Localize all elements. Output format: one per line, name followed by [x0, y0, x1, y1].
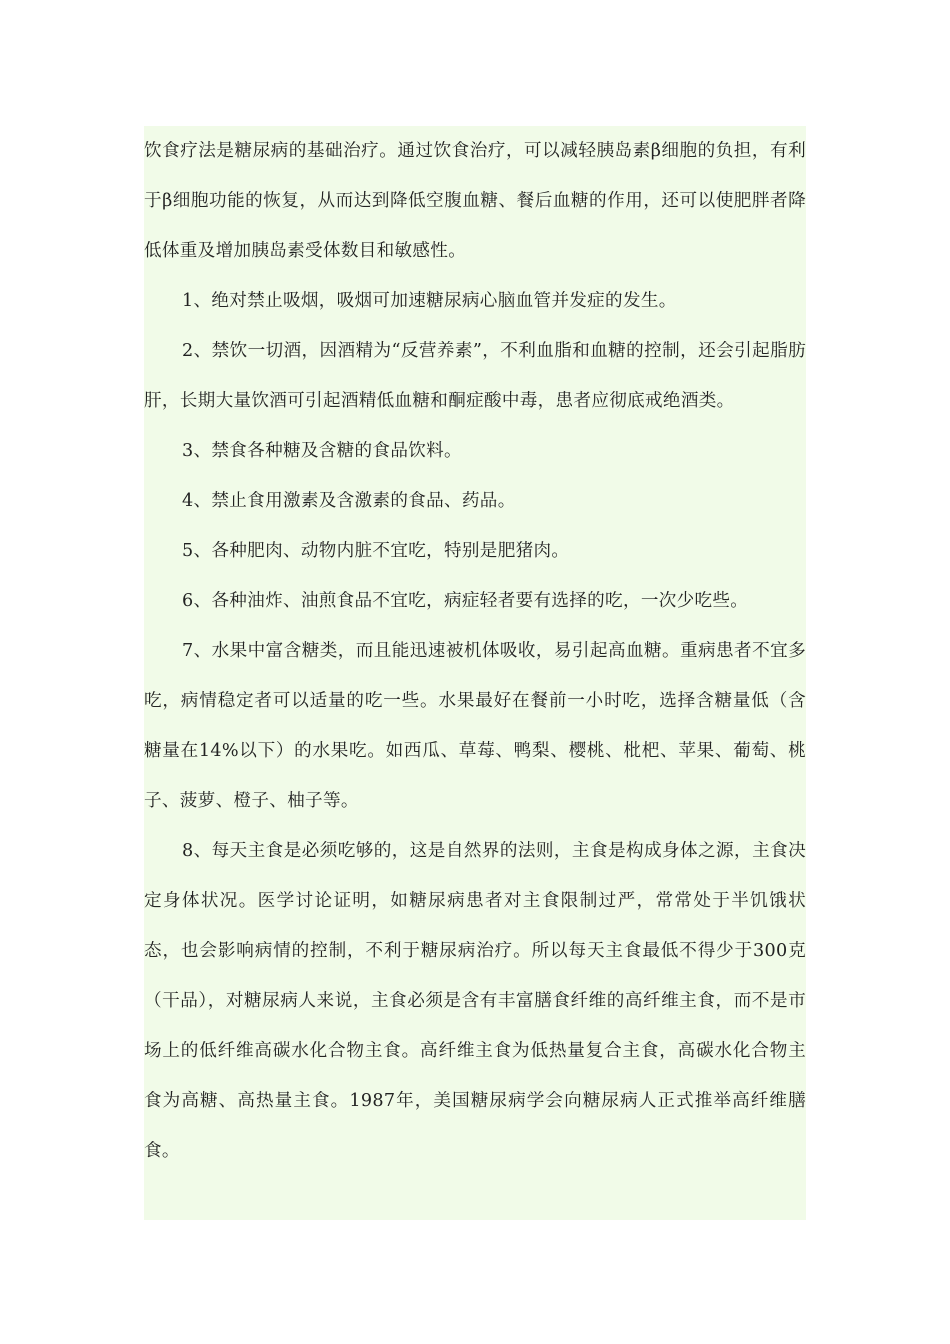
- list-item-1: 1、绝对禁止吸烟，吸烟可加速糖尿病心脑血管并发症的发生。: [182, 291, 677, 311]
- list-item-6: 6、各种油炸、油煎食品不宜吃，病症轻者要有选择的吃，一次少吃些。: [182, 591, 749, 611]
- list-item-5: 5、各种肥肉、动物内脏不宜吃，特别是肥猪肉。: [182, 541, 570, 561]
- highlighted-text-block: [144, 126, 806, 1220]
- intro-paragraph: 饮食疗法是糖尿病的基础治疗。通过饮食治疗，可以减轻胰岛素β细胞的负担，有利于β细胞功能的恢复，从而达到降低空腹血糖、餐后血糖的作用，还可以使肥胖者降低体重及增加胰岛素受体数目和敏感性。: [144, 141, 806, 261]
- list-item-7: 7、水果中富含糖类，而且能迅速被机体吸收，易引起高血糖。重病患者不宜多吃，病情稳定者可以适量的吃一些。水果最好在餐前一小时吃，选择含糖量低（含糖量在14%以下）的水果吃。如西瓜、草莓、鸭梨、樱桃、枇杷、苹果、葡萄、桃子、菠萝、橙子、柚子等。: [144, 641, 806, 811]
- list-item-2: 2、禁饮一切酒，因酒精为“反营养素”，不利血脂和血糖的控制，还会引起脂肪肝，长期大量饮酒可引起酒精低血糖和酮症酸中毒，患者应彻底戒绝酒类。: [144, 341, 806, 411]
- list-item-3: 3、禁食各种糖及含糖的食品饮料。: [182, 441, 462, 461]
- list-item-4: 4、禁止食用激素及含激素的食品、药品。: [182, 491, 516, 511]
- list-item-8: 8、每天主食是必须吃够的，这是自然界的法则，主食是构成身体之源，主食决定身体状况。医学讨论证明，如糖尿病患者对主食限制过严，常常处于半饥饿状态，也会影响病情的控制，不利于糖尿病治疗。所以每天主食最低不得少于300克（干品），对糖尿病人来说，主食必须是含有丰富膳食纤维的高纤维主食，而不是市场上的低纤维高碳水化合物主食。高纤维主食为低热量复合主食，高碳水化合物主食为高糖、高热量主食。1987年，美国糖尿病学会向糖尿病人正式推举高纤维膳食。: [144, 841, 806, 1161]
